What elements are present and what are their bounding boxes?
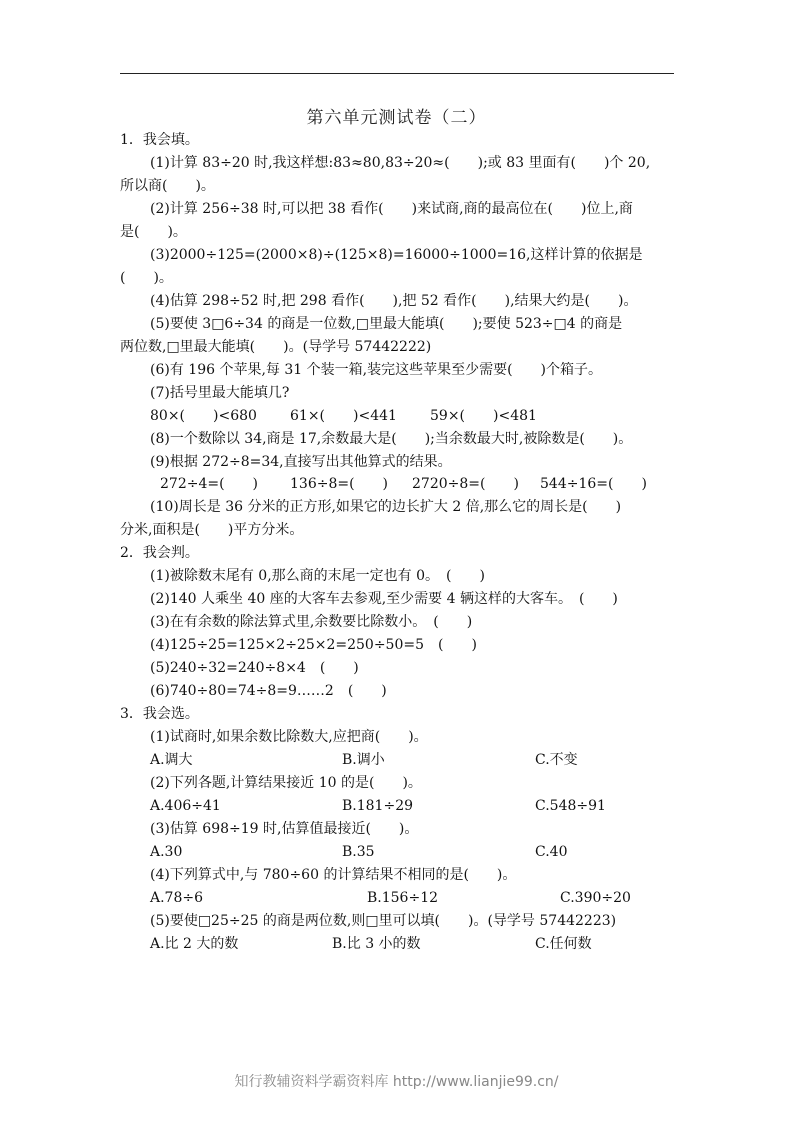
- s3-q2-option-a: A.406÷41: [150, 798, 221, 814]
- s3-q4-option-c: C.390÷20: [560, 890, 631, 906]
- s3-q2-option-b: B.181÷29: [342, 798, 414, 814]
- s3-q5-option-b: B.比 3 小的数: [332, 936, 421, 952]
- footer-watermark: 知行教辅资料学霸资料库 http://www.lianjie99.cn/: [234, 1074, 559, 1090]
- s1-q7-item-b: 61×( )<441: [290, 408, 397, 424]
- s3-q1: (1)试商时,如果余数比除数大,应把商( )。: [150, 729, 428, 745]
- s3-q1-option-a: A.调大: [150, 752, 193, 768]
- s1-q10-line2: 分米,面积是( )平方分米。: [120, 522, 304, 538]
- s1-q1-line1: (1)计算 83÷20 时,我这样想:83≈80,83÷20≈( );或 83 里面有( )个 20,: [150, 155, 651, 171]
- s1-q7-item-c: 59×( )<481: [430, 408, 537, 424]
- s3-q2: (2)下列各题,计算结果接近 10 的是( )。: [150, 775, 422, 791]
- s1-q10-line1: (10)周长是 36 分米的正方形,如果它的边长扩大 2 倍,那么它的周长是( ): [150, 499, 622, 515]
- s2-q6: (6)740÷80=74÷8=9……2 ( ): [150, 683, 387, 699]
- s1-q9-item-b: 136÷8=( ): [290, 476, 389, 492]
- s1-q5-line2: 两位数,□里最大能填( )。(导学号 57442222): [120, 339, 432, 355]
- s1-q7: (7)括号里最大能填几?: [150, 385, 290, 401]
- s3-q3-option-b: B.35: [342, 844, 375, 860]
- s3-q3: (3)估算 698÷19 时,估算值最接近( )。: [150, 821, 419, 837]
- s1-q1-line2: 所以商( )。: [120, 178, 215, 194]
- page-title: 第六单元测试卷（二）: [306, 108, 487, 128]
- s1-q9-item-a: 272÷4=( ): [160, 476, 259, 492]
- s3-q1-option-c: C.不变: [535, 752, 578, 768]
- s3-q5: (5)要使□25÷25 的商是两位数,则□里可以填( )。(导学号 57442223): [150, 913, 617, 929]
- s2-q4: (4)125÷25=125×2÷25×2=250÷50=5 ( ): [150, 637, 477, 653]
- s3-q4-option-a: A.78÷6: [150, 890, 204, 906]
- s1-q3-line1: (3)2000÷125=(2000×8)÷(125×8)=16000÷1000=16,这样计算的依据是: [150, 247, 643, 263]
- s1-q3-line2: ( )。: [120, 270, 173, 286]
- s1-q2-line1: (2)计算 256÷38 时,可以把 38 看作( )来试商,商的最高位在( )位上,商: [150, 201, 633, 217]
- s1-q2-line2: 是( )。: [120, 224, 187, 240]
- s1-q9-item-c: 2720÷8=( ): [412, 476, 519, 492]
- s2-q5: (5)240÷32=240÷8×4 ( ): [150, 660, 359, 676]
- s3-q4: (4)下列算式中,与 780÷60 的计算结果不相同的是( )。: [150, 867, 517, 883]
- s1-q5-line1: (5)要使 3□6÷34 的商是一位数,□里最大能填( );要使 523÷□4 的商是: [150, 316, 623, 332]
- s1-q9: (9)根据 272÷8=34,直接写出其他算式的结果。: [150, 454, 452, 470]
- s2-q2: (2)140 人乘坐 40 座的大客车去参观,至少需要 4 辆这样的大客车。 ( ): [150, 591, 618, 607]
- s1-q8: (8)一个数除以 34,商是 17,余数最大是( );当余数最大时,被除数是( )。: [150, 431, 633, 447]
- s3-q4-option-b: B.156÷12: [367, 890, 439, 906]
- s2-q1: (1)被除数末尾有 0,那么商的末尾一定也有 0。 ( ): [150, 568, 485, 584]
- s1-q7-item-a: 80×( )<680: [150, 408, 257, 424]
- s3-q2-option-c: C.548÷91: [535, 798, 606, 814]
- s3-q3-option-c: C.40: [535, 844, 568, 860]
- section-2-heading: 2．我会判。: [120, 545, 199, 561]
- s3-q5-option-c: C.任何数: [535, 936, 592, 952]
- s3-q3-option-a: A.30: [150, 844, 183, 860]
- section-1-heading: 1．我会填。: [120, 132, 199, 148]
- s3-q5-option-a: A.比 2 大的数: [150, 936, 239, 952]
- header-rule: [120, 73, 674, 74]
- s2-q3: (3)在有余数的除法算式里,余数要比除数小。 ( ): [150, 614, 473, 630]
- s1-q4: (4)估算 298÷52 时,把 298 看作( ),把 52 看作( ),结果大约是( )。: [150, 293, 638, 309]
- s3-q1-option-b: B.调小: [342, 752, 385, 768]
- s1-q9-item-d: 544÷16=( ): [540, 476, 647, 492]
- s1-q6: (6)有 196 个苹果,每 31 个装一箱,装完这些苹果至少需要( )个箱子。: [150, 362, 602, 378]
- section-3-heading: 3．我会选。: [120, 706, 199, 722]
